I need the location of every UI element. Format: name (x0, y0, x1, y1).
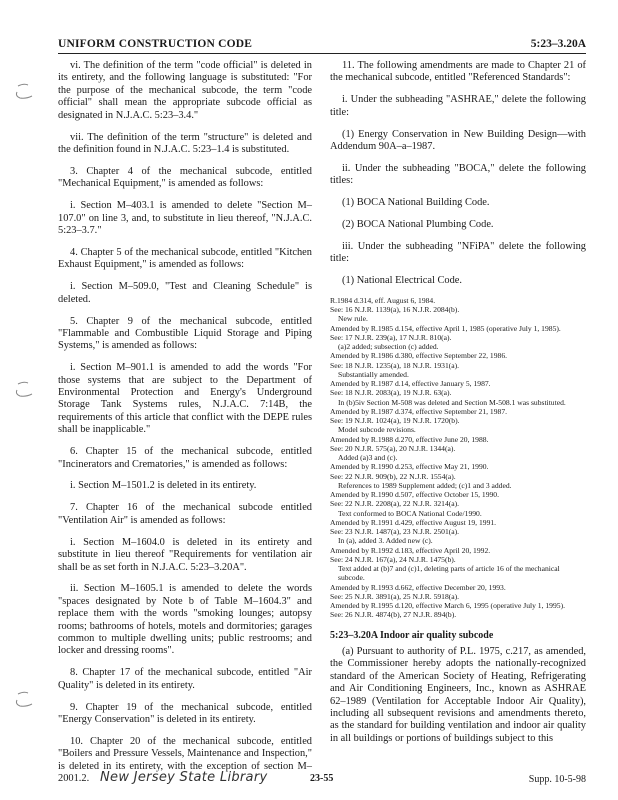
paragraph: vi. The definition of the term "code official" is deleted in its entirety, and the following language is substituted: "For the purpose of the mechanical subcode, the term "code official" shall mean the appropriate subcode official as designated in N.J.A.C. 5:23–3.4." (58, 60, 312, 121)
paragraph: i. Section M–509.0, "Test and Cleaning Schedule" is deleted. (58, 281, 312, 305)
history-notes (330, 296, 586, 620)
history-line: Amended by R.1991 d.429, effective August 19, 1991. (330, 517, 497, 527)
left-column (58, 60, 312, 795)
paragraph: 7. Chapter 16 of the mechanical subcode entitled "Ventilation Air" is amended as follows: (58, 502, 312, 526)
history-line: In (a), added 3. Added new (c). (338, 536, 433, 546)
page-number: 23-55 (310, 773, 334, 784)
paragraph: 4. Chapter 5 of the mechanical subcode, entitled "Kitchen Exhaust Equipment," is amended as follows: (58, 246, 312, 271)
paragraph: 11. The following amendments are made to Chapter 21 of the mechanical subcode, entitled "Referenced Standards": (330, 60, 586, 84)
history-line: See: 19 N.J.R. 1024(a), 19 N.J.R. 1720(b). (330, 416, 460, 426)
paragraph: 5. Chapter 9 of the mechanical subcode, entitled "Flammable and Combustible Liquid Storage and Piping Systems," is amended as follows: (58, 315, 312, 352)
paragraph: vii. The definition of the term "structure" is deleted and the definition found in N.J.A.C. 5:23–1.4 is substituted. (58, 131, 312, 155)
history-line: See: 22 N.J.R. 909(b), 22 N.J.R. 1554(a). (330, 471, 456, 481)
paragraph: (1) National Electrical Code. (342, 275, 463, 287)
history-line: See: 18 N.J.R. 2083(a), 19 N.J.R. 63(a). (330, 388, 452, 398)
history-line: Added (a)3 and (c). (338, 453, 398, 463)
paragraph: i. Section M–1501.2 is deleted in its entirety. (70, 480, 257, 492)
paragraph: ii. Under the subheading "BOCA," delete the following titles: (330, 162, 586, 187)
history-line: See: 17 N.J.R. 239(a), 17 N.J.R. 810(a). (330, 332, 452, 342)
section-body: (a) Pursuant to authority of P.L. 1975, c.217, as amended, the Commissioner hereby adopts the nationally-recognized standard of the American Society of Heating, Refrigerating and Air Conditioning Engineers, Inc., known as ASHRAE 62–1989 (Ventilation for Acceptable Indoor Air Quality), including all subsequent revisions and amendments thereto, as the standard for building ventilation and indoor air quality in all buildings or portions of buildings subject to this (330, 645, 586, 744)
header-title: UNIFORM CONSTRUCTION CODE (58, 38, 253, 50)
history-line: See: 26 N.J.R. 4874(b), 27 N.J.R. 894(b). (330, 610, 457, 620)
paragraph: 3. Chapter 4 of the mechanical subcode, entitled "Mechanical Equipment," is amended as follows: (58, 165, 312, 190)
history-line: See: 25 N.J.R. 3891(a), 25 N.J.R. 5918(a). (330, 591, 460, 601)
library-stamp: New Jersey State Library (100, 770, 268, 785)
paragraph: 10. Chapter 20 of the mechanical subcode, entitled "Boilers and Pressure Vessels, Maintenance and Inspection," is deleted in its entirety, with the exception of section M–2001.2. (58, 735, 312, 785)
history-line: (a)2 added; subsection (c) added. (338, 342, 439, 352)
history-line: Amended by R.1993 d.662, effective December 20, 1993. (330, 582, 506, 592)
binding-hole-mark (14, 380, 36, 398)
paragraph: (1) BOCA National Building Code. (342, 197, 490, 209)
history-line: See: 18 N.J.R. 1235(a), 18 N.J.R. 1931(a). (330, 360, 460, 370)
paragraph: 8. Chapter 17 of the mechanical subcode, entitled "Air Quality" is deleted in its entirety. (58, 667, 312, 691)
history-line: In (b)5iv Section M-508 was deleted and Section M-508.1 was substituted. (338, 397, 566, 407)
history-line: New rule. (338, 314, 368, 324)
paragraph: i. Section M–1604.0 is deleted in its entirety and substitute in lieu thereof "Requirements for ventilation air shall be as set forth in N.J.A.C. 5:23–3.20A". (58, 536, 312, 573)
history-line: References to 1989 Supplement added; (c)1 and 3 added. (338, 480, 512, 490)
paragraph: (1) Energy Conservation in New Building Design—with Addendum 90A–a–1987. (330, 128, 586, 153)
history-line: Amended by R.1985 d.154, effective April 1, 1985 (operative July 1, 1985). (330, 323, 561, 333)
section-heading: 5:23–3.20A Indoor air quality subcode (330, 629, 494, 641)
paragraph: ii. Section M–1605.1 is amended to delete the words "spaces designated by Note b of Table M–1604.3" and replace them with the words "smoking lounges; autopsy rooms; bathrooms of hotels, motels and dormitories; garages common to multiple dwelling units; public restrooms; and locker and dressing rooms". (58, 583, 312, 657)
paragraph: i. Section M–403.1 is amended to delete "Section M–107.0" on line 3, and, to substitute in lieu thereof, "N.J.A.C. 5:23–3.7." (58, 200, 312, 236)
paragraph: 9. Chapter 19 of the mechanical subcode, entitled "Energy Conservation" is deleted in its entirety. (58, 701, 312, 726)
history-line: Text added at (b)7 and (c)1, deleting parts of article 16 of the mechanical subcode. (338, 564, 560, 583)
paragraph: i. Under the subheading "ASHRAE," delete the following title: (330, 94, 586, 118)
header-rule (58, 53, 586, 54)
history-line: Amended by R.1987 d.14, effective January 5, 1987. (330, 379, 491, 389)
history-line: Amended by R.1990 d.253, effective May 21, 1990. (330, 462, 489, 472)
history-line: Amended by R.1990 d.507, effective October 15, 1990. (330, 490, 499, 500)
paragraph: (2) BOCA National Plumbing Code. (342, 219, 494, 231)
paragraph: iii. Under the subheading "NFiPA" delete the following title: (330, 241, 586, 265)
history-line: Text conformed to BOCA National Code/1990. (338, 508, 482, 518)
history-line: See: 24 N.J.R. 167(a), 24 N.J.R. 1475(b). (330, 554, 456, 564)
history-line: See: 23 N.J.R. 1487(a), 23 N.J.R. 2501(a). (330, 527, 460, 537)
supplement-date: Supp. 10-5-98 (528, 774, 586, 785)
running-header (58, 38, 586, 54)
history-line: Amended by R.1987 d.374, effective September 21, 1987. (330, 406, 508, 416)
paragraph: i. Section M–901.1 is amended to add the words "For those systems that are subject to the Department of Environmental Protection and Energy's Underground Storage Tank Systems rules, N.J.A.C. 7:14B, the requirements of this article that conflict with the DEPE rules shall be inapplicable." (58, 362, 312, 436)
history-line: Amended by R.1986 d.380, effective September 22, 1986. (330, 351, 508, 361)
binding-hole-mark (14, 82, 36, 100)
header-section-number: 5:23–3.20A (530, 38, 586, 50)
history-line: Substantially amended. (338, 369, 409, 379)
history-line: R.1984 d.314, eff. August 6, 1984. (330, 295, 436, 305)
binding-hole-mark (14, 690, 36, 708)
history-line: Model subcode revisions. (338, 425, 416, 435)
history-line: See: 20 N.J.R. 575(a), 20 N.J.R. 1344(a). (330, 443, 456, 453)
history-line: Amended by R.1992 d.183, effective April 20, 1992. (330, 545, 491, 555)
history-line: See: 16 N.J.R. 1139(a), 16 N.J.R. 2084(b). (330, 305, 460, 315)
history-line: See: 22 N.J.R. 2208(a), 22 N.J.R. 3214(a). (330, 499, 460, 509)
paragraph: 6. Chapter 15 of the mechanical subcode, entitled "Incinerators and Crematories," is amended as follows: (58, 446, 312, 470)
history-line: Amended by R.1995 d.120, effective March 6, 1995 (operative July 1, 1995). (330, 601, 566, 611)
right-column (330, 60, 586, 755)
history-line: Amended by R.1988 d.270, effective June 20, 1988. (330, 434, 489, 444)
